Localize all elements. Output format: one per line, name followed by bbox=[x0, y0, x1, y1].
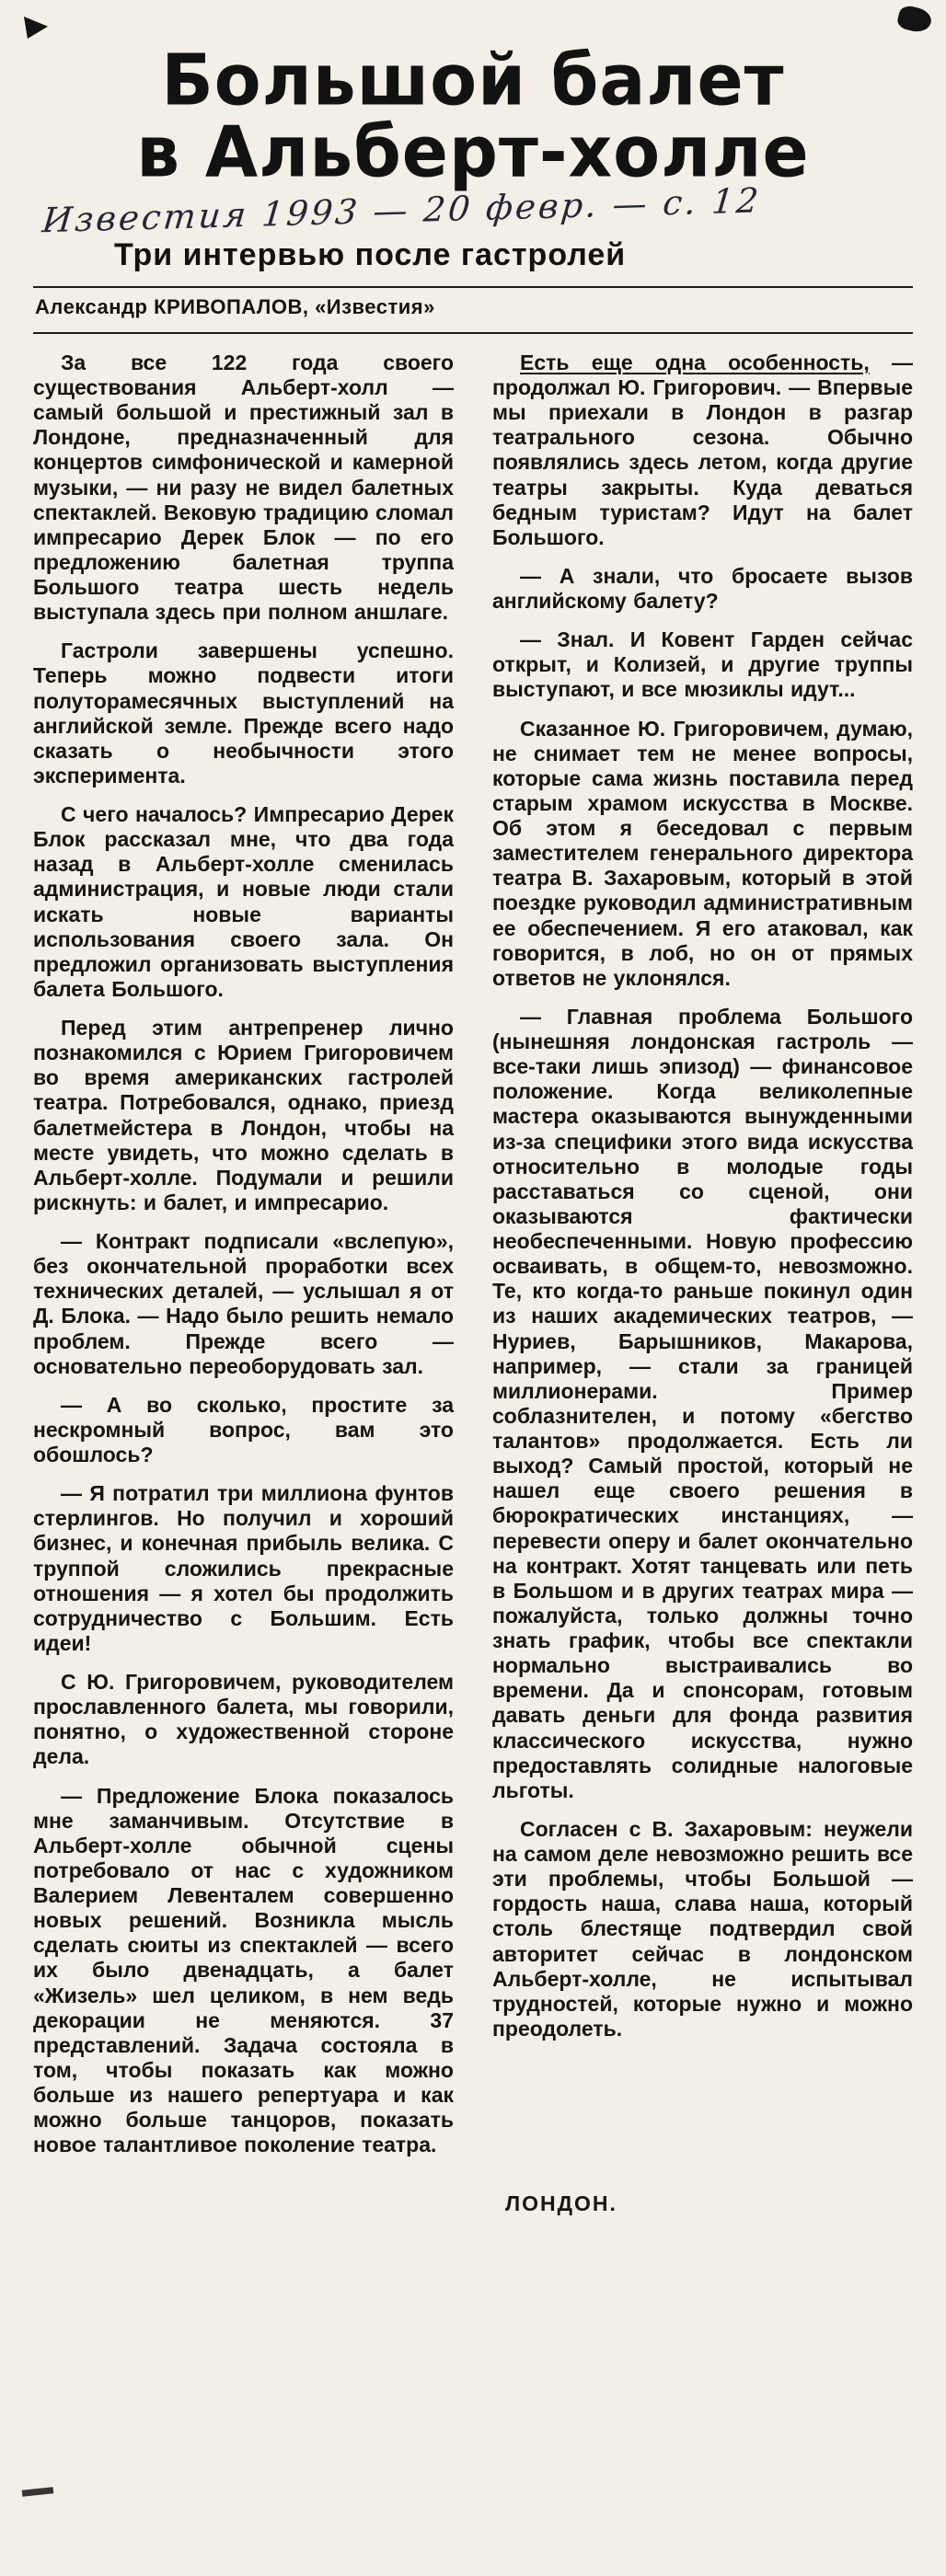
article-paragraph: Есть еще одна особенность, — продолжал Ю. Григорович. — Впервые мы приехали в Лондон в разгар театрального сезона. Обычно появлялись здесь летом, когда другие театры закрыты. Куда деваться бедным туристам? Идут на балет Большого. bbox=[492, 350, 913, 549]
divider-rule-bottom bbox=[33, 332, 913, 334]
article-paragraph: С Ю. Григоровичем, руководителем прославленного балета, мы говорили, понятно, о художественной стороне дела. bbox=[33, 1670, 454, 1769]
scan-mark-bottom-left bbox=[22, 2487, 54, 2497]
article-paragraph: — Предложение Блока показалось мне заманчивым. Отсутствие в Альберт-холле обычной сцены потребовало от нас с художником Валерием Левенталем совершенно новых решений. Возникла мысль сделать сюиты из спектаклей — всего их было двенадцать, а балет «Жизель» шел целиком, в нем ведь декорации не меняются. 37 представлений. Задача состояла в том, чтобы показать как можно больше из нашего репертуара и как можно больше танцоров, показать новое талантливое поколение театра. bbox=[33, 1783, 454, 2157]
article-byline: Александр КРИВОПАЛОВ, «Известия» bbox=[35, 294, 435, 318]
article-paragraph: — Главная проблема Большого (нынешняя лондонская гастроль — все-таки лишь эпизод) — финансовое положение. Когда великолепные мастера оказываются вынужденными из-за специфики этого вида искусства относительно в молодые годы расставаться со сценой, они оказываются фактически необеспеченными. Новую профессию осваивать, в общем-то, невозможно. Те, кто когда-то раньше покинул один из наших академических театров, — Нуриев, Барышников, Макарова, например, — стали за границей миллионерами. Пример соблазнителен, и потому «бегство талантов» продолжается. Есть ли выход? Самый простой, который не нашел еще своего решения в бюрократических инстанциях, — перевести оперу и балет окончательно на контракт. Хотят танцевать или петь в Большом и в других театрах мира — пожалуйста, только должны точно знать график, чтобы все спектакли нормально выстраивались во времени. Да и спонсорам, готовым давать деньги для фонда развития классического искусства, нужно предоставлять солидные налоговые льготы. bbox=[492, 1004, 913, 1802]
article-paragraph: Перед этим антрепренер лично познакомился с Юрием Григоровичем во время американских гастролей театра. Потребовался, однако, приезд балетмейстера в Лондон, чтобы на месте увидеть, что можно сделать в Альберт-холле. Подумали и решили рискнуть: и балет, и импресарио. bbox=[33, 1016, 454, 1214]
article-paragraph: Согласен с В. Захаровым: неужели на самом деле невозможно решить все эти проблемы, чтобы Большой — гордость наша, слава наша, который столь блестяще подтвердил свой авторитет сейчас в лондонском Альберт-холле, не испытывал трудностей, которые нужно и можно преодолеть. bbox=[492, 1816, 913, 2041]
underlined-lead: Есть еще одна особенность, bbox=[520, 350, 870, 374]
scan-mark-top-right bbox=[895, 4, 933, 35]
article-body bbox=[33, 351, 913, 2172]
article-title bbox=[33, 39, 913, 194]
right-column bbox=[492, 351, 913, 2172]
article-paragraph: Сказанное Ю. Григоровичем, думаю, не снимает тем не менее вопросы, которые сама жизнь поставила перед старым храмом искусства в Москве. Об этом я беседовал с первым заместителем генерального директора театра В. Захаровым, который в этой поездке руководил административным ее обеспечением. Я его атаковал, как говорится, в лоб, но он от прямых ответов не уклонялся. bbox=[492, 716, 913, 990]
article-paragraph: Гастроли завершены успешно. Теперь можно подвести итоги полуторамесячных выступлений на английской земле. Прежде всего надо сказать о необычности этого эксперимента. bbox=[33, 638, 454, 788]
article-paragraph: С чего началось? Импресарио Дерек Блок рассказал мне, что два года назад в Альберт-холле сменилась администрация, и новые люди стали искать новые варианты использования своего зала. Он предложил организовать выступления балета Большого. bbox=[33, 802, 454, 1001]
article-title-line1: Большой балет bbox=[161, 39, 785, 122]
article-paragraph: За все 122 года своего существования Альберт-холл — самый большой и престижный зал в Лондоне, предназначенный для концертов симфонической и камерной музыки, — ни разу не видел балетных спектаклей. Вековую традицию сломал импресарио Дерек Блок — по его предложению балетная труппа Большого театра шесть недель выступала здесь при полном аншлаге. bbox=[33, 350, 455, 625]
article-paragraph: — Знал. И Ковент Гарден сейчас открыт, и Колизей, и другие труппы выступают, и все мюзиклы идут... bbox=[492, 627, 913, 702]
article-title-line2: в Альберт-холле bbox=[136, 111, 810, 194]
divider-rule-top bbox=[33, 286, 913, 288]
article-paragraph: — А знали, что бросаете вызов английскому балету? bbox=[492, 563, 913, 614]
scan-mark-top-left bbox=[24, 17, 48, 39]
dateline-row bbox=[33, 2171, 913, 2216]
dateline: ЛОНДОН. bbox=[505, 2191, 617, 2216]
left-column bbox=[33, 351, 454, 2172]
article-paragraph: — Я потратил три миллиона фунтов стерлингов. Но получил и хороший бизнес, и конечная прибыль велика. С труппой сложились прекрасные отношения — я хотел бы продолжить сотрудничество с Большим. Есть идеи! bbox=[33, 1481, 454, 1655]
article-subtitle: Три интервью после гастролей bbox=[114, 236, 627, 272]
handwritten-annotation: Известия 1993 — 20 февр. — с. 12 bbox=[40, 180, 763, 241]
article-paragraph: — А во сколько, простите за нескромный вопрос, вам это обошлось? bbox=[33, 1392, 454, 1467]
article-paragraph: — Контракт подписали «вслепую», без окончательной проработки всех технических деталей, — услышал я от Д. Блока. — Надо было решить немало проблем. Прежде всего — основательно переоборудовать зал. bbox=[33, 1229, 454, 1378]
